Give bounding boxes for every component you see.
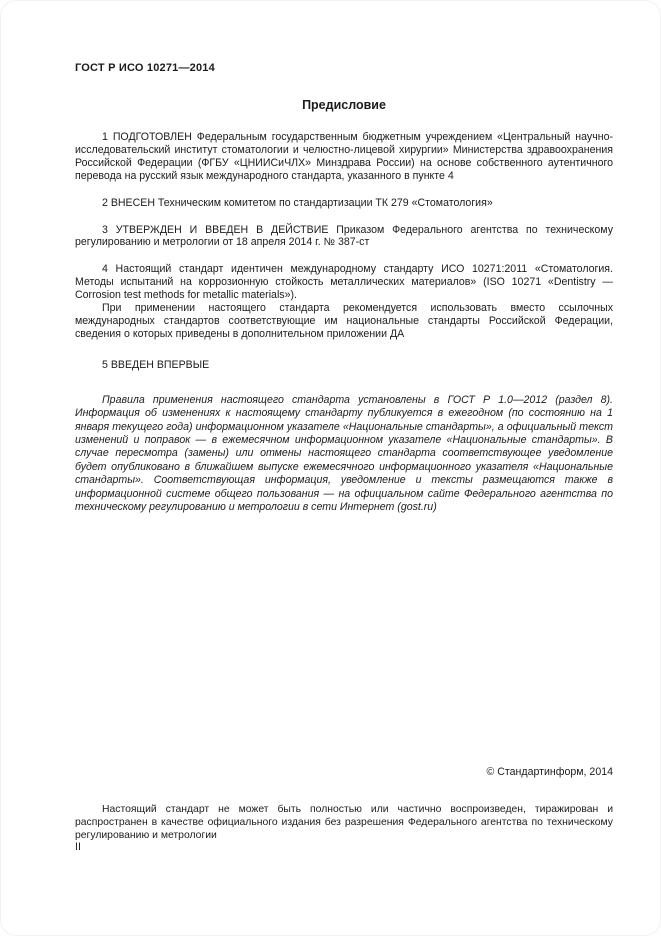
foreword-paragraph-5: 5 ВВЕДЕН ВПЕРВЫЕ <box>102 358 210 371</box>
application-rules-note: Правила применения настоящего стандарта установлены в ГОСТ Р 1.0—2012 (раздел 8). Информация об изменениях к настоящему стандарту публикуется в ежегодном (по состоянию на 1 января текущего года) информационном указателе «Национальные стандарты», а официальный текст изменений и поправок — в ежемесячном информационном указателе «Национальные стандарты». В случае пересмотра (замены) или отмены настоящего стандарта соответствующее уведомление будет опубликовано в ближайшем выпуске ежемесячного информационного указателя «Национальные стандарты». Соответствующая информация, уведомление и тексты размещаются также в информационной системе общего пользования — на официальном сайте Федерального агентства по техническому регулированию и метрологии в сети Интернет (gost.ru) <box>75 393 613 513</box>
page-content <box>75 62 613 514</box>
foreword-paragraph-2: 2 ВНЕСЕН Техническим комитетом по стандартизации ТК 279 «Стоматология» <box>102 196 493 209</box>
page-number: II <box>75 841 81 853</box>
foreword-paragraph-3: 3 УТВЕРЖДЕН И ВВЕДЕН В ДЕЙСТВИЕ Приказом Федерального агентства по техническому регулированию и метрологии от 18 апреля 2014 г. № 387-ст <box>75 223 613 249</box>
foreword-paragraph-4-continued: При применении настоящего стандарта рекомендуется использовать вместо ссылочных международных стандартов соответствующие им национальные стандарты Российской Федерации, сведения о которых приведены в дополнительном приложении ДА <box>75 302 613 340</box>
foreword-paragraph-4: 4 Настоящий стандарт идентичен международному стандарту ИСО 10271:2011 «Стоматология. Методы испытаний на коррозионную стойкость металлических материалов» (ISO 10271 «Dentistry — Corrosion test methods for metallic materials»). <box>75 263 613 302</box>
document-code-header: ГОСТ Р ИСО 10271—2014 <box>75 62 215 74</box>
foreword-paragraph-1: 1 ПОДГОТОВЛЕН Федеральным государственным бюджетным учреждением «Центральный научно-исследовательский институт стоматологии и челюстно-лицевой хирургии» Министерства здравоохранения Российской Федерации (ФГБУ «ЦНИИСиЧЛХ» Минздрава России) на основе собственного аутентичного перевода на русский язык международного стандарта, указанного в пункте 4 <box>75 131 613 182</box>
page-title: Предисловие <box>302 98 386 112</box>
copyright-notice: © Стандартинформ, 2014 <box>486 766 613 778</box>
distribution-restriction-note: Настоящий стандарт не может быть полностью или частично воспроизведен, тиражирован и распространен в качестве официального издания без разрешения Федерального агентства по техническому регулированию и метрологии <box>75 804 613 841</box>
